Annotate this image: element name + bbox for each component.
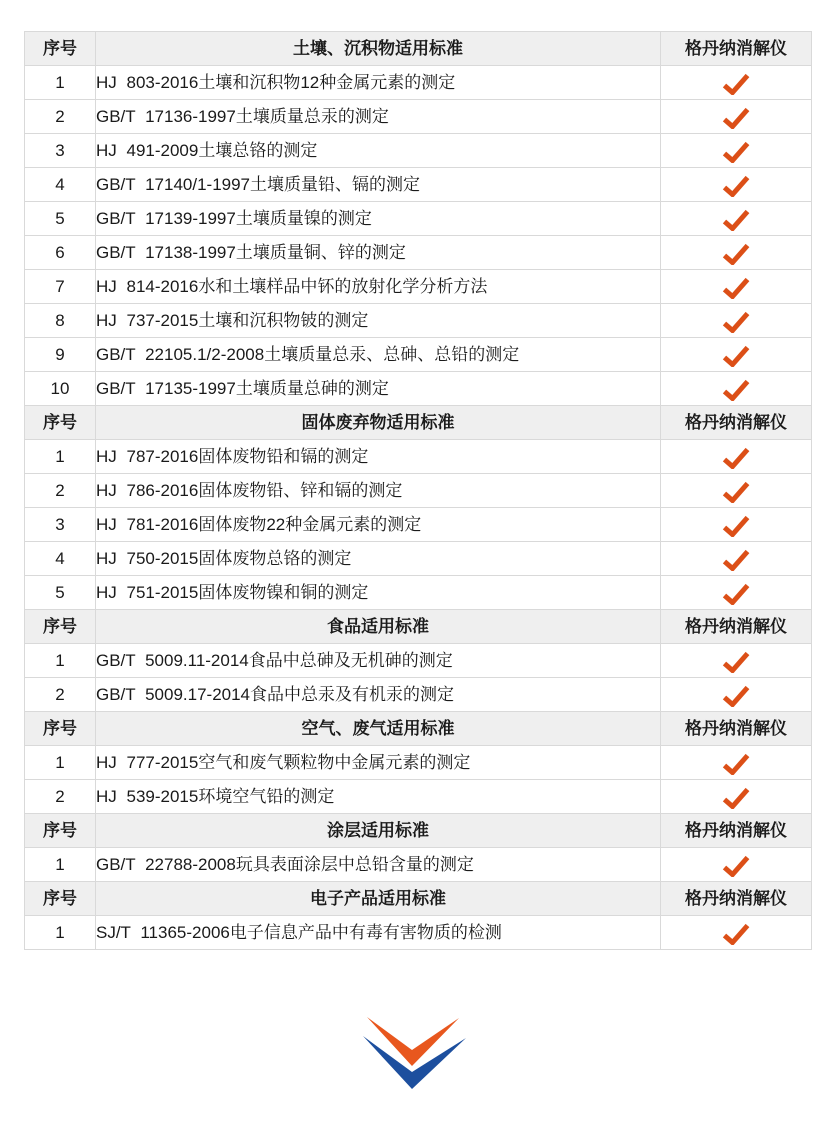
standard-row — [25, 916, 812, 950]
standard-row — [25, 576, 812, 610]
column-header-number: 序号 — [25, 882, 96, 916]
check-cell — [661, 576, 812, 610]
standard-name: HJ 491-2009土壤总铬的测定 — [96, 134, 661, 168]
standard-name: GB/T 17136-1997土壤质量总汞的测定 — [96, 100, 661, 134]
row-number: 1 — [25, 746, 96, 780]
column-header-device: 格丹纳消解仪 — [661, 712, 812, 746]
row-number: 2 — [25, 474, 96, 508]
standard-row — [25, 134, 812, 168]
standard-row — [25, 338, 812, 372]
section-title: 电子产品适用标准 — [96, 882, 661, 916]
brand-logo — [362, 1016, 466, 1090]
standard-name: HJ 803-2016土壤和沉积物12种金属元素的测定 — [96, 66, 661, 100]
row-number: 5 — [25, 202, 96, 236]
standard-name: GB/T 22105.1/2-2008土壤质量总汞、总砷、总铅的测定 — [96, 338, 661, 372]
row-number: 1 — [25, 644, 96, 678]
standard-row — [25, 508, 812, 542]
check-cell — [661, 916, 812, 950]
check-icon — [722, 141, 750, 163]
row-number: 10 — [25, 372, 96, 406]
row-number: 3 — [25, 134, 96, 168]
row-number: 8 — [25, 304, 96, 338]
standard-name: SJ/T 11365-2006电子信息产品中有毒有害物质的检测 — [96, 916, 661, 950]
check-icon — [722, 73, 750, 95]
standard-row — [25, 66, 812, 100]
row-number: 5 — [25, 576, 96, 610]
check-icon — [722, 107, 750, 129]
check-icon — [722, 515, 750, 537]
standard-row — [25, 236, 812, 270]
standard-row — [25, 678, 812, 712]
standard-name: HJ 814-2016水和土壤样品中钚的放射化学分析方法 — [96, 270, 661, 304]
check-cell — [661, 678, 812, 712]
check-cell — [661, 746, 812, 780]
section-title: 涂层适用标准 — [96, 814, 661, 848]
row-number: 2 — [25, 100, 96, 134]
standard-name: HJ 539-2015环境空气铅的测定 — [96, 780, 661, 814]
standard-name: HJ 777-2015空气和废气颗粒物中金属元素的测定 — [96, 746, 661, 780]
check-icon — [722, 787, 750, 809]
standard-row — [25, 848, 812, 882]
row-number: 6 — [25, 236, 96, 270]
check-cell — [661, 542, 812, 576]
standard-name: GB/T 5009.11-2014食品中总砷及无机砷的测定 — [96, 644, 661, 678]
check-icon — [722, 243, 750, 265]
check-cell — [661, 202, 812, 236]
standard-name: HJ 787-2016固体废物铅和镉的测定 — [96, 440, 661, 474]
row-number: 7 — [25, 270, 96, 304]
column-header-device: 格丹纳消解仪 — [661, 406, 812, 440]
standard-row — [25, 202, 812, 236]
standard-name: GB/T 22788-2008玩具表面涂层中总铅含量的测定 — [96, 848, 661, 882]
double-chevron-logo-icon — [362, 1016, 466, 1090]
standard-name: HJ 737-2015土壤和沉积物铍的测定 — [96, 304, 661, 338]
check-icon — [722, 923, 750, 945]
check-icon — [722, 379, 750, 401]
section-title: 固体废弃物适用标准 — [96, 406, 661, 440]
section-title: 食品适用标准 — [96, 610, 661, 644]
check-icon — [722, 277, 750, 299]
check-icon — [722, 753, 750, 775]
column-header-device: 格丹纳消解仪 — [661, 814, 812, 848]
check-cell — [661, 134, 812, 168]
row-number: 1 — [25, 440, 96, 474]
standard-row — [25, 542, 812, 576]
standard-row — [25, 644, 812, 678]
check-icon — [722, 549, 750, 571]
column-header-number: 序号 — [25, 406, 96, 440]
check-cell — [661, 644, 812, 678]
row-number: 1 — [25, 848, 96, 882]
row-number: 3 — [25, 508, 96, 542]
standard-name: GB/T 17138-1997土壤质量铜、锌的测定 — [96, 236, 661, 270]
section-header-row — [25, 610, 812, 644]
section-header-row — [25, 712, 812, 746]
column-header-device: 格丹纳消解仪 — [661, 32, 812, 66]
check-icon — [722, 651, 750, 673]
row-number: 2 — [25, 780, 96, 814]
column-header-device: 格丹纳消解仪 — [661, 882, 812, 916]
standard-name: GB/T 17139-1997土壤质量镍的测定 — [96, 202, 661, 236]
check-cell — [661, 780, 812, 814]
section-title: 空气、废气适用标准 — [96, 712, 661, 746]
check-cell — [661, 304, 812, 338]
check-cell — [661, 508, 812, 542]
section-header-row — [25, 814, 812, 848]
check-cell — [661, 236, 812, 270]
section-header-row — [25, 406, 812, 440]
check-cell — [661, 474, 812, 508]
standard-row — [25, 780, 812, 814]
column-header-number: 序号 — [25, 32, 96, 66]
standard-name: GB/T 17135-1997土壤质量总砷的测定 — [96, 372, 661, 406]
check-icon — [722, 481, 750, 503]
check-icon — [722, 311, 750, 333]
row-number: 4 — [25, 168, 96, 202]
check-cell — [661, 848, 812, 882]
column-header-number: 序号 — [25, 712, 96, 746]
check-icon — [722, 685, 750, 707]
section-header-row — [25, 882, 812, 916]
logo-orange-chevron — [367, 1017, 459, 1066]
standard-row — [25, 304, 812, 338]
check-icon — [722, 209, 750, 231]
standards-table-body — [25, 32, 812, 950]
standard-row — [25, 270, 812, 304]
check-cell — [661, 100, 812, 134]
column-header-number: 序号 — [25, 610, 96, 644]
column-header-device: 格丹纳消解仪 — [661, 610, 812, 644]
column-header-number: 序号 — [25, 814, 96, 848]
check-icon — [722, 175, 750, 197]
check-cell — [661, 440, 812, 474]
standard-name: GB/T 5009.17-2014食品中总汞及有机汞的测定 — [96, 678, 661, 712]
standard-name: HJ 750-2015固体废物总铬的测定 — [96, 542, 661, 576]
row-number: 9 — [25, 338, 96, 372]
check-icon — [722, 345, 750, 367]
row-number: 4 — [25, 542, 96, 576]
check-cell — [661, 372, 812, 406]
standard-name: HJ 751-2015固体废物镍和铜的测定 — [96, 576, 661, 610]
check-cell — [661, 168, 812, 202]
standard-row — [25, 168, 812, 202]
standard-name: GB/T 17140/1-1997土壤质量铅、镉的测定 — [96, 168, 661, 202]
section-title: 土壤、沉积物适用标准 — [96, 32, 661, 66]
standard-name: HJ 786-2016固体废物铅、锌和镉的测定 — [96, 474, 661, 508]
row-number: 1 — [25, 916, 96, 950]
standard-row — [25, 440, 812, 474]
check-cell — [661, 270, 812, 304]
standard-row — [25, 100, 812, 134]
standard-row — [25, 474, 812, 508]
check-cell — [661, 66, 812, 100]
standard-row — [25, 372, 812, 406]
check-icon — [722, 447, 750, 469]
row-number: 1 — [25, 66, 96, 100]
check-icon — [722, 583, 750, 605]
standards-table — [24, 31, 812, 950]
check-cell — [661, 338, 812, 372]
row-number: 2 — [25, 678, 96, 712]
section-header-row — [25, 32, 812, 66]
check-icon — [722, 855, 750, 877]
standard-row — [25, 746, 812, 780]
standard-name: HJ 781-2016固体废物22种金属元素的测定 — [96, 508, 661, 542]
